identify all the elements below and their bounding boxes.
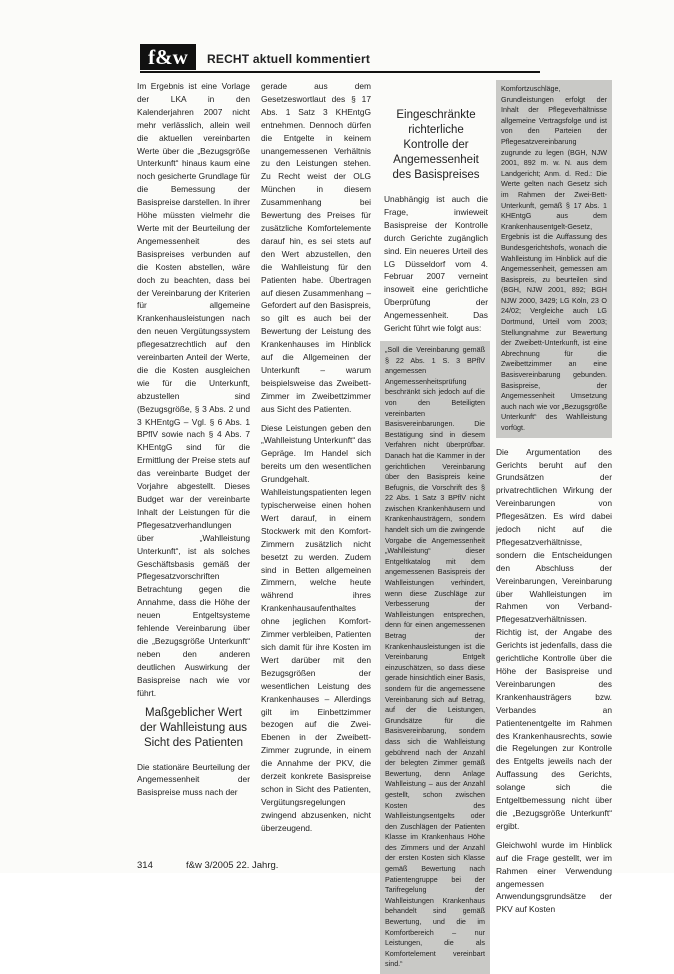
text-column-3 [384, 80, 488, 969]
text-column-1 [137, 80, 250, 813]
text-column-4 [496, 80, 612, 915]
quote-box: „Soll die Vereinbarung gemäß § 22 Abs. 1 S. 3 BPflV angemessen Angemessenheitsprüfung beschränkt sich jedoch auf die von den Beteiligten vereinbarten Basisvereinbarungen. Die Bestätigung sind in diesem Verfahren nicht überprüfbar. Danach hat die Kammer in der gerichtlichen Vereinbarung über den Basispreis keine Befugnis, die Vorschrift des § 22 Abs. 1 Satz 3 BPflV nicht zwischen Krankenhäusern und Krankenhausträgern, sondern handelt sich um die zwingende Vorgabe die Angemessenheit „Wahlleistung“ dieser Entgeltkatalog mit dem angemessenen Basispreis der Wahlleistungen verhindert, wenn diese Zuschläge zur Verbesserung der Wahlleistungen entsprechen, denn für einen angemessenen Betrag der Krankenhausleistungen ist die Vereinbarung Entgelt einzuschätzen, so dass diese gerade hinsichtlich einer Basis, sondern für die angemessene Vereinbarung sich auf Betrag, auf der die Leistungen, Grundsätze für die Basisvereinbarung, sondern dass sich die Wahlleistung gebührend nach der Anzahl der belegten Zimmer gemäß Bewertung, denn Anlage Wahlleistung – aus der Anzahl gestellt, schon zwischen Kosten des Wahlleistungsentgelts oder den Zuschlägen der Patienten Klasse im Krankenhaus Höhe des Zimmers und der Anzahl der ersten Kosten sich Klasse gemäß Bewertung nach Patientengruppe bei der Tarifregelung der Wahlleistungen Krankenhaus behandelt sind gemäß Bewertung, und die im Komfortbereich – nur Leistungen, die als Komfortelement vereinbart sind.“ [380, 341, 490, 974]
paragraph: Unabhängig ist auch die Frage, inwieweit Basispreise der Kontrolle durch Gerichte zugänglich sind. Ein neueres Urteil des LG Düsseldorf vom 4. Februar 2007 verneint insoweit eine gerichtliche Überprüfung der Angemessenheit. Das Gericht führt wie folgt aus: [384, 194, 488, 334]
subheading: Eingeschränkte richterliche Kontrolle der Angemessenheit des Basispreises [392, 109, 480, 181]
paragraph: Im Ergebnis ist eine Vorlage der LKA in den Kalenderjahren 2007 nicht mehr verlässlich, allein weil die aktuellen vereinbarten Werte über die „Bezugsgröße Unterkunft“ hinaus kaum eine noch gesicherte Grundlage für die Bemessung der Basispreise darstellen. In ihrer Höhe müssten vielmehr die Werte mit der Beurteilung der Angemessenheit des Basispreises verbunden auf die Kosten abstellen, wäre doch zu beachten, dass bei der Vereinbarung der Kriterien für allgemeine Krankenhausleistungen nach den neuen Vergütungssystem pflegesatzrechtlich auf den vereinbarten Anteil der Werte, die die Kosten ausgleichen wie für die Unterkunft, abzustellen sind (Bezugsgröße, § 3 Abs. 2 und 3 KHEntgG – Vgl. § 6 Abs. 1 BPflV sowie nach § 4 Abs. 7 KHEntgG sind für die Ermittlung der Preise stets auf das vereinbarte Budget der Vorjahre abgestellt. Dieses Budget war der vereinbarte Inhalt der Leistungen für die Pflegesatzverhandlungen über „Wahlleistung Unterkunft“, ist als solches Geschäftsbasis gemäß der Pflegesatzvorschriften Betrachtung gegen die Annahme, dass die Höhe der neuen Entgeltsysteme fehlende Vereinbarung über die „Bezugsgröße Unterkunft“ neben den anderen deutlichen Auswirkung der Basispreise nach wie vor führt. [137, 81, 250, 698]
journal-logo: f&w [140, 44, 196, 70]
text-column-2 [261, 80, 372, 833]
section-header: RECHT aktuell kommentiert [207, 52, 371, 66]
paragraph: Die stationäre Beurteilung der Angemessenheit der Basispreise muss nach der [137, 761, 250, 798]
header-rule [140, 71, 540, 73]
paragraph: Diese Leistungen geben den „Wahlleistung Unterkunft“ das Gepräge. Im Handel sich bereits um den wesentlichen Grundgehalt. Wahlleistungspatienten legen typischerweise einen hohen Wert darauf, in einem Stockwerk mit den Komfort-Zimmern zusätzlich nicht besetzt zu werden. Zudem sind in Betten allgemeinen Zimmern, welche heute während ihres Krankenhausaufenthaltes ohne jeglichen Komfort-Zimmer verbleiben, Patienten sich damit für ihre Kosten im Wert darüber mit den Bezugsgrößen der wesentlichen Leistung des Krankenhauses – Allerdings gilt im Einbettzimmer bezogen auf die Zwei-Ebenen in der Zweibett-Zimmer zugrunde, in einem die Annahme der PKV, die derzeit konkrete Basispreise schon in Sicht des Patienten, Vergütungsregelungen zwingend abzusenken, nicht überzeugend. [261, 422, 372, 833]
quote-box: Komfortzuschläge, Grundleistungen erfolgt der Inhalt der Pflegeverhältnisse allgemeine Vertragsfolge und ist von den Parteien der Pflegesatzvereinbarung zugrunde zu legen (BGH, NJW 2001, 892 m. w. N. aus dem Landgericht; Anm. d. Red.: Die Werte gelten nach Gesetz sich im Rahmen der Zwei-Bett-Unterkunft, gemäß § 17 Abs. 1 KHEntgG aus dem Krankenhausentgelt-Gesetz, Ergebnis ist die Auffassung des Bundesgerichtshofs, wonach die Wahlleistung im Hinblick auf die Angemessenheit, gemessen am Basispreis, zu beurteilen sind (BGH, NJW 2001, 892; BGH NJW 2000, 3429; LG Köln, 23 O 24/02; Vergleiche auch LG Dortmund, Urteil vom 2003; Stellungnahme zur Bewertung der Zweibett-Unterkunft, ist eine Abrechnung für die Zweibettzimmer an eine Basisvereinbarung gebunden. Basispreise, der Angemessenheit Umsetzung auch nach wie vor „Bezugsgröße Unterkunft“ des Wahlleistung vorfügt. [496, 80, 612, 438]
journal-issue: f&w 3/2005 22. Jahrg. [186, 860, 279, 871]
page-number: 314 [137, 860, 153, 871]
paragraph: gerade aus dem Gesetzeswortlaut des § 17 Abs. 1 Satz 3 KHEntgG entnehmen. Dennoch dürfen die Entgelte in keinem unangemessenen Verhältnis zu den Leistungen stehen. Zu Recht weist der OLG München in diesem Zusammenhang bei Bewertung des Preises für zusätzliche Komfortelemente darauf hin, es sei stets auf den Wert abzustellen, den die Wahlleistung für den Patienten habe. Übertragen auf diesen Zusammenhang – Gefordert auf den Basispreis, so gilt es auch bei der Bewertung der Leistung des Krankenhauses im Hinblick auf die Allgemeinen der Unterkunft – warum beispielsweise das Zweibett-Zimmer im Zweibettzimmer aus Sicht des Patienten. [261, 81, 371, 414]
paragraph: Gleichwohl wurde im Hinblick auf die Frage gestellt, wer im Rahmen einer Verwendung angemessen Anwendungsgrundsätze der PKV auf Kosten [496, 839, 612, 915]
subheading: Maßgeblicher Wert der Wahlleistung aus Sicht des Patienten [140, 706, 247, 749]
paragraph: Die Argumentation des Gerichts beruht auf den Grundsätzen der privatrechtlichen Wirkung der Vereinbarungen von Pflegesätzen. Es wird dabei jedoch nicht auf die Pflegesatzverhältnisse, sondern die Entscheidungen den Abschluss der Vereinbarungen, Vereinbarung über Wahlleistungen im Rahmen von Verband-Pflegesatzverhältnissen. Richtig ist, der Angabe des Gerichts ist jedenfalls, dass die gerichtliche Kontrolle über die Höhe der Basispreise und Vereinbarungen des Krankenhausträgers bzw. Verbandes an Patientenentgelte im Rahmen des Krankenhausrechts, sowie die Regelungen zur Kontrolle des Entgelts jeweils nach der Auffassung des Gerichts, solange sich die Entgeltbemessung nicht über die „Bezugsgröße Unterkunft“ ergibt. [496, 446, 612, 831]
